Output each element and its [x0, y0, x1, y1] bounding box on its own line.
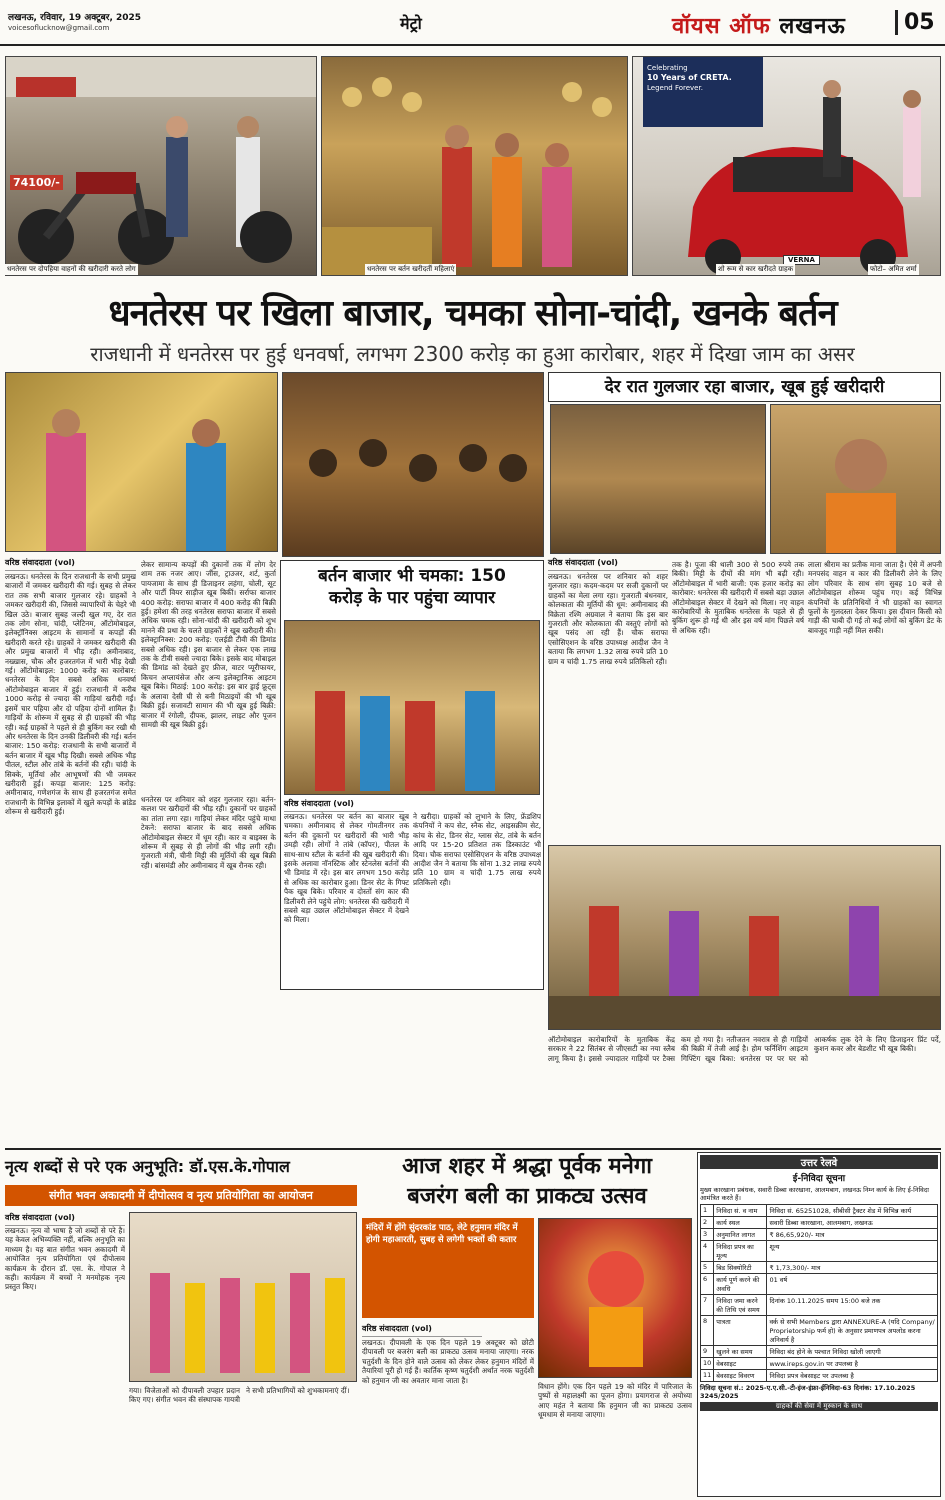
dance-title: नृत्य शब्दों से परे एक अनुभूति: डॉ.एस.के.गोपाल [5, 1157, 290, 1176]
crowd-illustration [283, 373, 544, 557]
right-box-title: देर रात गुलजार रहा बाजार, खूब हुई खरीदारी [548, 372, 941, 402]
tender-cell-k: निविदा जमा करने की तिथि एवं समय [714, 1295, 767, 1316]
showroom-illustration [549, 846, 941, 1030]
tender-title: ई-निविदा सूचना [792, 1174, 846, 1184]
main-column-2: लेकर सामान्य कपड़ों की दुकानों तक में लोग देर शाम तक नजर आए। जींस, ट्राउजर, शर्ट, कुर्ता पायजामा के साथ ही डिजाइनर लहंगा, चोली, सूट और पार्टी वियर साड़ीज खूब बिकीं। सर्राफा बाजार 400 करोड़: सराफा बाजार में 400 करोड़ की बिक्री हुई। हमेशा की तरह धनतेरस सराफा बाजार में सबसे अधिक चमक रही। सोना-चांदी की खरीदारी को शुभ मानने की प्रथा के चलते ग्राहकों ने खूब खरीदारी की। इलेक्ट्रानिक्स: 200 करोड़: एलईडी टीवी की डिमांड सबसे अधिक रही। इस बाजार से लेकर एक लाख तक के टीवी सबसे ज्यादा बिके। इसके बाद मोबाइल की डिमांड को देखते हुए फ्रीज, वाटर प्यूरीफायर, किचन अप्लायंसेज और अन्य इलेक्ट्रानिक आइटम खूब बिके। मिठाई: 100 करोड़: इस बार ड्राई फ्रूट्स के अलावा देसी घी से बनी मिठाइयों की भी खूब बिक्री हुई। सजावटी सामान की भी खूब हुई बिक्री: बाजार में रंगोली, दीपक, झालर, लाइट और पूजन सामग्री की खूब बिक्री हुई। [141, 560, 276, 729]
tender-cell-k: अनुमानित लागत [714, 1229, 767, 1241]
tender-cell-n: 3 [701, 1229, 714, 1241]
tender-notice [697, 1152, 941, 1497]
tender-cell-k: वेबसाइट [714, 1358, 767, 1370]
section-divider [5, 1148, 941, 1150]
main-column-5: लाला श्रीराम का प्रतीक माना जाता है। ऐसे में अपनी मनपसंद वाहन व कार की डिलीवरी लेने के लिए लोग परिवार के साथ संग सुबह 10 बजे से ऑटोमोबाइल शोरूम पहुंच गए। कई विभिन्न कंपनियों के प्रतिनिधियों ने भी ग्राहकों का स्वागत फूलों के गुलदस्ता देकर किया। इस दीवान किसी को गाड़ी की चाबी दी गई तो कई लोगों को बुकिंग डेट के बावजूद गाड़ी नहीं मिल सकी। [808, 560, 942, 635]
tender-cell-k: निविदा सं. व नाम [714, 1205, 767, 1217]
tender-row [701, 1316, 938, 1346]
tender-cell-n: 5 [701, 1262, 714, 1274]
caption-car: शो रूम से कार खरीदते ग्राहक [718, 265, 794, 273]
jewellery-illustration-1 [6, 373, 278, 552]
hanuman-note: मंदिरों में होंगे सुंदरकांड पाठ, लेटे हनुमान मंदिर में होगी महाआरती, सुबह से लगेगी भक्तों की कतार [362, 1218, 534, 1318]
hanuman-title-line2: बजरंग बली का प्राकट्य उत्सव [407, 1184, 647, 1209]
utensil-byline: वरिष्ठ संवाददाता (vol) [284, 798, 404, 812]
tender-cell-v: वर्क से सभी Members द्वारा ANNEXURE-A (यदि Company/ Proprietorship फर्म हो) के अनुसार प्रमाणपत्र अपलोड करना अनिवार्य है [767, 1316, 938, 1346]
tender-cell-v: शून्य [767, 1241, 938, 1262]
tender-cell-k: कार्य पूर्ण करने की अवधि [714, 1274, 767, 1295]
email-link[interactable]: voicesoflucknow@gmail.com [8, 24, 110, 32]
photo-car-showroom [632, 56, 941, 276]
tender-cell-n: 10 [701, 1358, 714, 1370]
tender-cell-v: सवारी डिब्बा कारखाना, आलमबाग, लखनऊ [767, 1217, 938, 1229]
tender-cell-n: 7 [701, 1295, 714, 1316]
tender-table [700, 1204, 938, 1382]
main-column-4: तक है। पूजा की थाली 300 से 500 रुपये तक बिकी। मिट्टी के दीयों की मांग भी बढ़ी रही। ऑटोमोबाइल में भारी बाजी: एक हजार करोड़ का कारोबार: धनतेरस की खरीदारी में सबसे बड़ा उछाल ऑटोमोबाइल सेक्टर में देखने को मिला। नए वाहन कारोबारियों के मुताबिक धनतेरस के पहले से ही बुकिंग शुरू हो गई थी और इस वर्ष मांग पिछले वर्ष से अधिक रही। [672, 560, 804, 635]
brand-word1: वॉयस [672, 14, 721, 39]
main-column-2b: धनतेरस पर शनिवार को शहर गुलजार रहा। बर्तन-कलश पर खरीदारों की भीड़ रही। दुकानों पर ग्राहकों का तांता लगा रहा। गाड़ियां लेकर मंदिर पहुंचे माथा टेकने: सराफा बाजार के बाद सबसे अधिक ऑटोमोबाइल सेक्टर में धूम रही। कार व बाइक्स के शोरूम में सुबह से ही लोगों की भीड़ लगी रही। गुजराती मंत्री, चीनी मिट्टी की मूर्तियों की खूब बिक्री रही। बांसमंडी और अमीनाबाद में खूब रौनक रही। [141, 795, 276, 870]
tender-cell-k: बिड सिक्योरिटी [714, 1262, 767, 1274]
brand-word3: लखनऊ [779, 14, 846, 39]
tender-cell-v: निविदा बंद होने के पश्चात निविदा खोली जाएगी [767, 1346, 938, 1358]
tender-cell-v: ₹ 1,73,300/- मात्र [767, 1262, 938, 1274]
dance-subtitle: संगीत भवन अकादमी में दीपोत्सव व नृत्य प्रतियोगिता का आयोजन [5, 1185, 357, 1206]
hanuman-byline: वरिष्ठ संवाददाता (vol) [362, 1323, 482, 1337]
hanuman-title-line1: आज शहर में श्रद्धा पूर्वक मनेगा [402, 1154, 652, 1179]
utensil-text: लखनऊ। धनतेरस पर बर्तन का बाजार खूब चमका। अमीनाबाद से लेकर गोमतीनगर तक बर्तन की दुकानों पर खरीदारों की भारी भीड़ उमड़ी रही। लोगों ने तांबे (कॉपर), पीतल के साथ-साथ स्टील के बर्तनों की खूब खरीदारी की। इसके अलावा नॉनस्टिक और स्टेनलेस बर्तनों की भी डिमांड में रहे। इस बार लगभग 150 करोड़ से अधिक का कारोबार हुआ। डिनर सेट के गिफ्ट पैक खूब बिके। परिवार व दोस्तों संग कार की डिलीवरी लेने पहुंचे लोग: धनतेरस की खरीदारी में सबसे बड़ा उछाल ऑटोमोबाइल सेक्टर में देखने को मिला। [284, 812, 409, 925]
tender-row [701, 1241, 938, 1262]
main-headline: धनतेरस पर खिला बाजार, चमका सोना-चांदी, खनके बर्तन [108, 293, 837, 334]
tender-row [701, 1262, 938, 1274]
main-column-1: लखनऊ। धनतेरस के दिन राजधानी के सभी प्रमुख बाजारों में जमकर खरीदारी की गई। सुबह से लेकर रात तक सभी बाजार गुलजार रहे। ग्राहकों ने जमकर खरीदारी की, जिससे व्यापारियों के चेहरे भी खिल उठे। बाजार सुबह जल्दी खुल गए, देर रात तक लोग सोना, चांदी, प्लेटिनम, ऑटोमोबाइल, इलेक्ट्रॉनिक्स आइटम के सामानों व कपड़ों की खरीदारी करते रहे। ग्राहकों ने जमकर खरीदारी की और प्रमुख बाजारों में भीड़ रही। अमीनाबाद, नख्खास, चौक और हजरतगंज में भारी भीड़ देखी गई। ऑटोमोबाइल: 1000 करोड़ का कारोबार: धनतेरस के दिन सबसे अधिक धनवर्षा ऑटोमोबाइल बाजार में हुई। राजधानी में करीब 1000 करोड़ से ज्यादा की गाड़ियां खरीदी गईं। इसमें चार पहिया और दो पहिया दोनों शामिल हैं। गाड़ियों के शोरूम में सुबह से ही ग्राहकों की भीड़ रही। कई ग्राहकों ने पहले से ही बुकिंग कर रखी थी और धनतेरस के दिन उनकी डिलीवरी की गई। बर्तन बाजार: 150 करोड़: राजधानी के सभी बाजारों में बर्तन बाजार में खूब भीड़ दिखी। सबसे अधिक भीड़ पीतल, स्टील और तांबे के बर्तनों की रही। चांदी के सिक्के, मूर्तियां और आभूषणों की भी जमकर खरीदारी हुई। कपड़ा बाजार: 125 करोड़: अमीनाबाद, गणेशगंज के साथ ही हजरतगंज समेत राजधानी के विभिन्न इलाकों में खुले कपड़ों के ब्रांडेड शोरूम से खरीदारी हुई। [5, 572, 136, 817]
tender-cell-n: 9 [701, 1346, 714, 1358]
hanuman-text: लखनऊ। दीपावली के एक दिन पहले 19 अक्टूबर को छोटी दीपावली पर बजरंग बली का प्राकट्य उत्सव मनाया जाएगा। नरक चतुर्दशी के दिन होने वाले उत्सव को लेकर लेकर हनुमान मंदिरों में तैयारियां पूरी हो गई हैं। कार्तिक कृष्ण चतुर्दशी अर्थात नरक चतुर्दशी को हनुमान जी का अवतार माना जाता है। [362, 1338, 534, 1385]
caption-utensils: धनतेरस पर बर्तन खरीदतीं महिलाएं [367, 265, 455, 273]
right-box-text: लखनऊ। धनतेरस पर शनिवार को शहर गुलजार रहा। कदम-कदम पर सजी दुकानों पर ग्राहकों का मेला लगा रहा। गुजराती बंधनवार, कोलकाता की मूर्तियों की धूम: अमीनाबाद की विक्रेता रश्मि अग्रवाल ने बताया कि इस बार गुजराती और कोलकाता की वस्तुएं लोगों को खूब पसंद आ रही हैं। चौक सराफा एसोसिएशन के वरिष्ठ उपाध्यक्ष आदीश जैन ने बताया कि लगभग 1.32 लाख रुपये प्रति 10 ग्राम व चांदी 1.75 लाख रुपये प्रतिकिलो रही। [548, 572, 668, 666]
section-name: मेट्रो [400, 14, 422, 33]
tender-cell-v: www.ireps.gov.in पर उपलब्ध है [767, 1358, 938, 1370]
photo-woman-earrings [770, 404, 941, 554]
tender-cell-n: 11 [701, 1370, 714, 1382]
tender-cell-k: खुलने का समय [714, 1346, 767, 1358]
tender-cell-k: निविदा प्रपत्र का मूल्य [714, 1241, 767, 1262]
page-number: 05 [895, 10, 935, 35]
photo-jewellery-1 [5, 372, 278, 552]
dance-text-2: गया। विजेताओं को दीपावली उपहार प्रदान किए गए। संगीत भवन की संस्थापक गायत्री ने सभी प्रतिभागियों को शुभकामनाएं दीं। [129, 1386, 350, 1405]
photo-utensil-buyers [284, 620, 540, 795]
photo-market-crowd [282, 372, 544, 557]
tender-cell-v: निविदा सं. 65251028, सीबीसी ट्रैक्टर शेड में विभिन्न कार्य [767, 1205, 938, 1217]
photo-utensil-shop [321, 56, 628, 276]
dance-byline: वरिष्ठ संवाददाता (vol) [5, 1212, 125, 1226]
brand-word2: ऑफ [729, 14, 771, 39]
tender-cell-v: दिनांक 10.11.2025 समय 15:00 बजे तक [767, 1295, 938, 1316]
photo-bike-showroom [5, 56, 317, 276]
photo-dance-group [129, 1212, 357, 1382]
photo-night-market [550, 404, 766, 554]
tender-footer: निविदा सूचना सं.: 2025-ए.ए.सी.-टी-इंज-इंफ्रा-ईनिविदा-63 दिनांक: 17.10.2025 3245/2025 [700, 1384, 916, 1400]
utensil-title-line2: करोड़ के पार पहुंचा व्यापार [328, 588, 496, 608]
creta-banner [647, 63, 759, 93]
utensil-buyers-illustration [285, 621, 540, 795]
tender-row [701, 1295, 938, 1316]
tender-row [701, 1205, 938, 1217]
hanuman-title [362, 1152, 692, 1212]
tender-row [701, 1217, 938, 1229]
tender-row [701, 1358, 938, 1370]
tender-row [701, 1229, 938, 1241]
banner-line1: Celebrating [647, 64, 688, 72]
brand-logo [672, 10, 846, 40]
tender-cell-v: ₹ 86,65,920/- मात्र [767, 1229, 938, 1241]
tender-org: उत्तर रेलवे [700, 1155, 938, 1169]
right-box-lower-text: ऑटोमोबाइल कारोबारियों के मुताबिक केंद्र सरकार ने 22 सितंबर से जीएसटी का नया स्लैब लागू किया है। इससे ज्यादातर गाड़ियों पर टैक्स कम हो गया है। नतीजतन नवरात्र से ही गाड़ियों की बिक्री में तेजी आई है। होम फर्निशिंग आइटम गिफ्टिंग खूब बिका: धनतेरस पर पर घर को आकर्षक लुक देने के लिए डिजाइनर प्रिंट पर्दे, कुशन कवर और बेडशीट भी खूब बिकी। [548, 1035, 941, 1063]
caption-bike: धनतेरस पर दोपहिया वाहनों की खरीदारी करते लोग [7, 265, 136, 273]
tender-row [701, 1274, 938, 1295]
tender-row [701, 1346, 938, 1358]
tender-row [701, 1370, 938, 1382]
utensil-illustration [322, 57, 628, 276]
utensil-box-title [284, 565, 540, 609]
tender-cell-n: 4 [701, 1241, 714, 1262]
utensil-title-line1: बर्तन बाजार भी चमका: 150 [318, 566, 506, 586]
banner-line3: Legend Forever. [647, 84, 703, 92]
tender-cell-k: बेवसाइट विवरण [714, 1370, 767, 1382]
tender-cell-k: पात्रता [714, 1316, 767, 1346]
dance-illustration [130, 1213, 357, 1382]
tender-intro: मुख्य कारखाना प्रबंधक, सवारी डिब्बा कारखाना, आलमबाग, लखनऊ निम्न कार्य के लिए ई-निविदा आमंत्रित करते हैं। [700, 1186, 929, 1202]
tender-cell-v: निविदा प्रपत्र वेबसाइट पर उपलब्ध है [767, 1370, 938, 1382]
tender-cell-n: 8 [701, 1316, 714, 1346]
photo-hanuman-idol [538, 1218, 692, 1378]
tender-cell-n: 6 [701, 1274, 714, 1295]
dance-text: लखनऊ। नृत्य वो भाषा है जो शब्दों से परे है। यह केवल अभिव्यक्ति नहीं, बल्कि अनुभूति का माध्यम है। यह बात संगीत भवन अकादमी में आयोजित नृत्य प्रतियोगिता एवं दीपोत्सव कार्यक्रम के दौरान डॉ. एस. के. गोपाल ने कही। कार्यक्रम में बच्चों ने मनमोहक नृत्य प्रस्तुत किए। [5, 1226, 125, 1292]
tender-cell-n: 2 [701, 1217, 714, 1229]
main-byline: वरिष्ठ संवाददाता (vol) [5, 557, 136, 571]
main-subheadline: राजधानी में धनतेरस पर हुई धनवर्षा, लगभग 2300 करोड़ का हुआ कारोबार, शहर में दिखा जाम का असर [90, 342, 855, 366]
tender-cell-v: 01 वर्ष [767, 1274, 938, 1295]
idol-illustration [539, 1219, 692, 1378]
photo-credit: फोटो– अमित शर्मा [870, 265, 917, 273]
tender-cell-k: कार्य स्थल [714, 1217, 767, 1229]
photo-jewellery-showroom [548, 845, 941, 1030]
issue-date: लखनऊ, रविवार, 19 अक्टूबर, 2025 [8, 13, 142, 23]
banner-line2: 10 Years of CRETA. [647, 73, 732, 82]
hanuman-text-2: विधान होंगे। एक दिन पहले 19 को मंदिर में पारिजात के पुष्पों से महालक्ष्मी का पूजन होगा। प्रयागराज से अयोध्या आए महंत ने बताया कि हनुमान जी का प्राकट्य उत्सव धूमधाम से मनाया जाएगा। [538, 1382, 692, 1420]
right-box-byline: वरिष्ठ संवाददाता (vol) [548, 557, 668, 571]
price-tag: 74100/- [10, 175, 63, 190]
tender-slogan: ग्राहकों की सेवा में मुस्कान के साथ [700, 1402, 938, 1411]
number-plate: VERNA [783, 255, 820, 265]
woman-illustration [771, 405, 941, 554]
utensil-text-2: ने खरीदा। ग्राहकों को लुभाने के लिए, फ्रेंडशिप कंपनियों ने कप सेट, स्नैक सेट, आइसक्रीम सेट, कांच के सेट, डिनर सेट, ग्लास सेट, तांबे के बर्तन आदि पर 15-20 प्रतिशत तक डिस्काउंट भी दिया। चौक सराफा एसोसिएशन के वरिष्ठ उपाध्यक्ष आदीश जैन ने बताया कि सोना 1.32 लाख रुपये प्रति 10 ग्राम व चांदी 1.75 लाख रुपये प्रतिकिलो रही। [413, 812, 541, 887]
tender-cell-n: 1 [701, 1205, 714, 1217]
bike-illustration [6, 57, 317, 276]
